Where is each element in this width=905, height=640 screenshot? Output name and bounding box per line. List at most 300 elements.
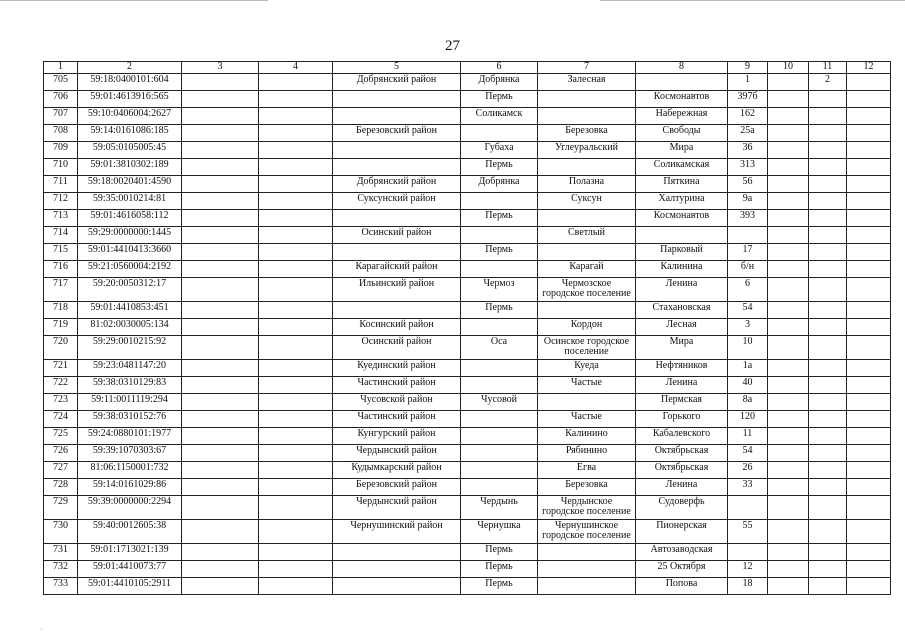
- cell-col-9: 54: [728, 445, 768, 462]
- cell-col-3: [182, 125, 259, 142]
- cell-col-10: [768, 496, 809, 520]
- cell-col-12: [847, 445, 891, 462]
- cell-col-1: 724: [44, 411, 78, 428]
- cell-col-6: Соликамск: [461, 108, 538, 125]
- cell-col-8: Октябрьская: [636, 462, 728, 479]
- cell-col-11: [809, 520, 847, 544]
- cell-col-8: Нефтяников: [636, 360, 728, 377]
- cell-col-10: [768, 561, 809, 578]
- cell-col-7: Светлый: [538, 227, 636, 244]
- column-header-2: 2: [78, 62, 182, 74]
- cell-col-7: [538, 91, 636, 108]
- cell-col-12: [847, 176, 891, 193]
- scan-speck: ·: [40, 625, 43, 634]
- cell-col-5: Куединский район: [333, 360, 461, 377]
- cell-col-12: [847, 125, 891, 142]
- table-row: [44, 445, 891, 462]
- cell-col-8: Горького: [636, 411, 728, 428]
- cell-col-2: 59:01:4410073:77: [78, 561, 182, 578]
- cell-col-3: [182, 319, 259, 336]
- cell-col-1: 731: [44, 544, 78, 561]
- cell-col-9: 36: [728, 142, 768, 159]
- cell-col-10: [768, 210, 809, 227]
- cell-col-4: [259, 394, 333, 411]
- cell-col-5: [333, 578, 461, 595]
- cell-col-4: [259, 445, 333, 462]
- cell-col-3: [182, 176, 259, 193]
- table-row: [44, 394, 891, 411]
- cell-col-5: [333, 142, 461, 159]
- cell-col-6: [461, 462, 538, 479]
- cell-col-7: [538, 394, 636, 411]
- cell-col-6: [461, 479, 538, 496]
- cell-col-12: [847, 520, 891, 544]
- cell-col-9: 6: [728, 278, 768, 302]
- cell-col-6: Пермь: [461, 544, 538, 561]
- cell-col-4: [259, 578, 333, 595]
- cell-col-11: [809, 176, 847, 193]
- cell-col-4: [259, 125, 333, 142]
- cell-col-8: Ленина: [636, 377, 728, 394]
- cell-col-11: [809, 561, 847, 578]
- cell-col-10: [768, 520, 809, 544]
- cell-col-4: [259, 377, 333, 394]
- cell-col-12: [847, 428, 891, 445]
- table-row: [44, 193, 891, 210]
- cell-col-11: [809, 278, 847, 302]
- cell-col-8: [636, 74, 728, 91]
- cell-col-6: [461, 193, 538, 210]
- cell-col-12: [847, 544, 891, 561]
- cell-col-2: 59:29:0000000:1445: [78, 227, 182, 244]
- cell-col-8: Халтурина: [636, 193, 728, 210]
- cell-col-3: [182, 496, 259, 520]
- cell-col-11: [809, 445, 847, 462]
- cell-col-2: 59:38:0310152:76: [78, 411, 182, 428]
- cell-col-2: 59:40:0012605:38: [78, 520, 182, 544]
- cell-col-6: [461, 227, 538, 244]
- table-row: [44, 496, 891, 520]
- cell-col-4: [259, 159, 333, 176]
- table-row: [44, 462, 891, 479]
- cell-col-11: [809, 210, 847, 227]
- cell-col-8: Судоверфь: [636, 496, 728, 520]
- cell-col-12: [847, 244, 891, 261]
- cell-col-11: [809, 544, 847, 561]
- cell-col-1: 710: [44, 159, 78, 176]
- cell-col-1: 729: [44, 496, 78, 520]
- cell-col-8: 25 Октября: [636, 561, 728, 578]
- cell-col-2: 59:01:1713021:139: [78, 544, 182, 561]
- cell-col-7: Рябинино: [538, 445, 636, 462]
- table-row: [44, 159, 891, 176]
- cell-col-4: [259, 176, 333, 193]
- cell-col-9: 33: [728, 479, 768, 496]
- cell-col-8: Стахановская: [636, 302, 728, 319]
- cell-col-1: 728: [44, 479, 78, 496]
- cell-col-9: 10: [728, 336, 768, 360]
- cell-col-4: [259, 462, 333, 479]
- cell-col-6: Пермь: [461, 302, 538, 319]
- cell-col-3: [182, 462, 259, 479]
- cell-col-12: [847, 74, 891, 91]
- cell-col-1: 730: [44, 520, 78, 544]
- cell-col-3: [182, 377, 259, 394]
- cell-col-10: [768, 445, 809, 462]
- cell-col-12: [847, 462, 891, 479]
- top-rule-right: [600, 0, 905, 1]
- cell-col-10: [768, 227, 809, 244]
- cell-col-4: [259, 479, 333, 496]
- cell-col-10: [768, 411, 809, 428]
- cell-col-2: 59:21:0560004:2192: [78, 261, 182, 278]
- cell-col-2: 59:01:4616058:112: [78, 210, 182, 227]
- cell-col-5: [333, 544, 461, 561]
- cell-col-10: [768, 91, 809, 108]
- cell-col-6: [461, 261, 538, 278]
- cell-col-6: Пермь: [461, 561, 538, 578]
- cell-col-5: Березовский район: [333, 479, 461, 496]
- cell-col-11: [809, 411, 847, 428]
- cell-col-5: [333, 159, 461, 176]
- cell-col-8: [636, 227, 728, 244]
- cell-col-3: [182, 336, 259, 360]
- column-header-5: 5: [333, 62, 461, 74]
- page-number: 27: [445, 38, 460, 54]
- cell-col-11: [809, 462, 847, 479]
- cell-col-5: [333, 561, 461, 578]
- cell-col-7: Егва: [538, 462, 636, 479]
- cell-col-5: Частинский район: [333, 377, 461, 394]
- table-row: [44, 278, 891, 302]
- cell-col-1: 732: [44, 561, 78, 578]
- cell-col-1: 718: [44, 302, 78, 319]
- cell-col-9: 120: [728, 411, 768, 428]
- cell-col-4: [259, 210, 333, 227]
- table-row: [44, 377, 891, 394]
- cell-col-7: Березовка: [538, 125, 636, 142]
- cell-col-9: 11: [728, 428, 768, 445]
- cell-col-6: Добрянка: [461, 74, 538, 91]
- cell-col-3: [182, 428, 259, 445]
- cell-col-12: [847, 108, 891, 125]
- cell-col-2: 59:39:1070303:67: [78, 445, 182, 462]
- cell-col-2: 59:24:0880101:1977: [78, 428, 182, 445]
- cell-col-5: Кудымкарский район: [333, 462, 461, 479]
- cell-col-4: [259, 561, 333, 578]
- cell-col-9: 25а: [728, 125, 768, 142]
- cell-col-6: Оса: [461, 336, 538, 360]
- cell-col-3: [182, 91, 259, 108]
- cell-col-7: [538, 210, 636, 227]
- cell-col-3: [182, 360, 259, 377]
- cell-col-12: [847, 496, 891, 520]
- cell-col-2: 81:02:0030005:134: [78, 319, 182, 336]
- cell-col-7: [538, 561, 636, 578]
- cell-col-7: Суксун: [538, 193, 636, 210]
- cell-col-7: [538, 159, 636, 176]
- cell-col-7: Калинино: [538, 428, 636, 445]
- cell-col-1: 722: [44, 377, 78, 394]
- cell-col-10: [768, 176, 809, 193]
- cell-col-3: [182, 210, 259, 227]
- cell-col-11: [809, 319, 847, 336]
- cell-col-5: Чусовской район: [333, 394, 461, 411]
- cell-col-8: Пяткина: [636, 176, 728, 193]
- cell-col-12: [847, 142, 891, 159]
- cell-col-3: [182, 278, 259, 302]
- table-row: [44, 336, 891, 360]
- cell-col-3: [182, 394, 259, 411]
- cell-col-4: [259, 193, 333, 210]
- cell-col-11: [809, 261, 847, 278]
- cell-col-10: [768, 142, 809, 159]
- cell-col-6: [461, 411, 538, 428]
- cell-col-6: Чердынь: [461, 496, 538, 520]
- cell-col-11: [809, 360, 847, 377]
- cell-col-1: 705: [44, 74, 78, 91]
- cell-col-1: 727: [44, 462, 78, 479]
- cell-col-10: [768, 578, 809, 595]
- cell-col-8: Космонавтов: [636, 91, 728, 108]
- cell-col-8: Лесная: [636, 319, 728, 336]
- cell-col-7: Чернушинское городское поселение: [538, 520, 636, 544]
- cell-col-5: Добрянский район: [333, 176, 461, 193]
- cell-col-8: Октябрьская: [636, 445, 728, 462]
- cell-col-2: 59:35:0010214:81: [78, 193, 182, 210]
- cell-col-7: Куеда: [538, 360, 636, 377]
- cell-col-12: [847, 479, 891, 496]
- table-row: [44, 261, 891, 278]
- cell-col-3: [182, 159, 259, 176]
- cell-col-5: Ильинский район: [333, 278, 461, 302]
- cell-col-3: [182, 578, 259, 595]
- table-row: [44, 479, 891, 496]
- cell-col-6: Пермь: [461, 91, 538, 108]
- cell-col-4: [259, 278, 333, 302]
- table-body: [44, 74, 891, 595]
- cell-col-8: Парковый: [636, 244, 728, 261]
- cell-col-5: Чердынский район: [333, 496, 461, 520]
- cell-col-11: [809, 479, 847, 496]
- cell-col-1: 725: [44, 428, 78, 445]
- cell-col-11: [809, 91, 847, 108]
- cell-col-1: 706: [44, 91, 78, 108]
- cell-col-4: [259, 74, 333, 91]
- cell-col-1: 711: [44, 176, 78, 193]
- table-row: [44, 108, 891, 125]
- cell-col-9: 162: [728, 108, 768, 125]
- cell-col-10: [768, 319, 809, 336]
- table-row: [44, 244, 891, 261]
- cell-col-7: Чердынское городское поселение: [538, 496, 636, 520]
- cell-col-7: [538, 108, 636, 125]
- table-row: [44, 142, 891, 159]
- cell-col-11: [809, 159, 847, 176]
- cell-col-9: [728, 496, 768, 520]
- cell-col-1: 716: [44, 261, 78, 278]
- cell-col-12: [847, 561, 891, 578]
- cell-col-9: 40: [728, 377, 768, 394]
- cell-col-2: 59:01:4410413:3660: [78, 244, 182, 261]
- cell-col-5: [333, 210, 461, 227]
- cell-col-8: Свободы: [636, 125, 728, 142]
- cell-col-8: Кабалевского: [636, 428, 728, 445]
- cell-col-3: [182, 411, 259, 428]
- cell-col-9: 9а: [728, 193, 768, 210]
- cell-col-8: Космонавтов: [636, 210, 728, 227]
- cell-col-1: 720: [44, 336, 78, 360]
- cell-col-12: [847, 278, 891, 302]
- table-row: [44, 520, 891, 544]
- table-row: [44, 578, 891, 595]
- cell-col-7: Кордон: [538, 319, 636, 336]
- cell-col-1: 733: [44, 578, 78, 595]
- cell-col-1: 723: [44, 394, 78, 411]
- cell-col-8: Набережная: [636, 108, 728, 125]
- registry-table: [43, 61, 891, 595]
- cell-col-9: [728, 544, 768, 561]
- cell-col-5: Осинский район: [333, 227, 461, 244]
- cell-col-9: 1а: [728, 360, 768, 377]
- cell-col-5: Карагайский район: [333, 261, 461, 278]
- cell-col-4: [259, 227, 333, 244]
- column-header-7: 7: [538, 62, 636, 74]
- column-header-4: 4: [259, 62, 333, 74]
- column-header-12: 12: [847, 62, 891, 74]
- cell-col-8: Пермская: [636, 394, 728, 411]
- cell-col-2: 59:14:0161086:185: [78, 125, 182, 142]
- cell-col-12: [847, 578, 891, 595]
- cell-col-12: [847, 394, 891, 411]
- cell-col-5: Частинский район: [333, 411, 461, 428]
- cell-col-3: [182, 74, 259, 91]
- cell-col-5: [333, 244, 461, 261]
- table-row: [44, 302, 891, 319]
- cell-col-12: [847, 302, 891, 319]
- cell-col-4: [259, 520, 333, 544]
- cell-col-2: 59:05:0105005:45: [78, 142, 182, 159]
- table-row: [44, 74, 891, 91]
- cell-col-6: Чермоз: [461, 278, 538, 302]
- cell-col-11: [809, 125, 847, 142]
- cell-col-5: Суксунский район: [333, 193, 461, 210]
- table-row: [44, 176, 891, 193]
- cell-col-3: [182, 479, 259, 496]
- cell-col-10: [768, 74, 809, 91]
- cell-col-2: 81:06:1150001:732: [78, 462, 182, 479]
- cell-col-1: 709: [44, 142, 78, 159]
- column-header-10: 10: [768, 62, 809, 74]
- cell-col-8: Автозаводская: [636, 544, 728, 561]
- cell-col-7: Углеуральский: [538, 142, 636, 159]
- cell-col-12: [847, 159, 891, 176]
- table-row: [44, 210, 891, 227]
- cell-col-9: 12: [728, 561, 768, 578]
- cell-col-4: [259, 496, 333, 520]
- cell-col-4: [259, 544, 333, 561]
- cell-col-9: 54: [728, 302, 768, 319]
- cell-col-2: 59:18:0020401:4590: [78, 176, 182, 193]
- cell-col-4: [259, 302, 333, 319]
- cell-col-9: 313: [728, 159, 768, 176]
- cell-col-6: Чернушка: [461, 520, 538, 544]
- cell-col-7: [538, 244, 636, 261]
- cell-col-10: [768, 428, 809, 445]
- cell-col-11: 2: [809, 74, 847, 91]
- cell-col-6: Чусовой: [461, 394, 538, 411]
- cell-col-10: [768, 479, 809, 496]
- cell-col-6: Пермь: [461, 210, 538, 227]
- cell-col-9: 18: [728, 578, 768, 595]
- cell-col-2: 59:39:0000000:2294: [78, 496, 182, 520]
- cell-col-8: Соликамская: [636, 159, 728, 176]
- cell-col-7: Частые: [538, 411, 636, 428]
- cell-col-10: [768, 193, 809, 210]
- cell-col-11: [809, 377, 847, 394]
- cell-col-9: 3: [728, 319, 768, 336]
- cell-col-10: [768, 159, 809, 176]
- column-header-6: 6: [461, 62, 538, 74]
- cell-col-9: 17: [728, 244, 768, 261]
- column-header-8: 8: [636, 62, 728, 74]
- cell-col-2: 59:01:4410853:451: [78, 302, 182, 319]
- cell-col-11: [809, 578, 847, 595]
- cell-col-1: 719: [44, 319, 78, 336]
- cell-col-12: [847, 210, 891, 227]
- cell-col-3: [182, 244, 259, 261]
- cell-col-6: [461, 445, 538, 462]
- top-rule-left: [0, 0, 268, 1]
- table-row: [44, 360, 891, 377]
- cell-col-8: Ленина: [636, 479, 728, 496]
- cell-col-5: Осинский район: [333, 336, 461, 360]
- cell-col-10: [768, 360, 809, 377]
- cell-col-5: Добрянский район: [333, 74, 461, 91]
- table-row: [44, 125, 891, 142]
- cell-col-8: Попова: [636, 578, 728, 595]
- cell-col-4: [259, 411, 333, 428]
- cell-col-1: 714: [44, 227, 78, 244]
- cell-col-2: 59:18:0400101:604: [78, 74, 182, 91]
- column-header-11: 11: [809, 62, 847, 74]
- cell-col-1: 708: [44, 125, 78, 142]
- cell-col-10: [768, 377, 809, 394]
- cell-col-5: [333, 302, 461, 319]
- cell-col-8: Калинина: [636, 261, 728, 278]
- cell-col-7: Полазна: [538, 176, 636, 193]
- cell-col-1: 717: [44, 278, 78, 302]
- cell-col-9: 393: [728, 210, 768, 227]
- cell-col-11: [809, 227, 847, 244]
- cell-col-2: 59:01:3810302:189: [78, 159, 182, 176]
- cell-col-12: [847, 227, 891, 244]
- cell-col-11: [809, 244, 847, 261]
- cell-col-3: [182, 261, 259, 278]
- cell-col-2: 59:01:4410105:2911: [78, 578, 182, 595]
- cell-col-4: [259, 360, 333, 377]
- cell-col-3: [182, 108, 259, 125]
- cell-col-2: 59:38:0310129:83: [78, 377, 182, 394]
- cell-col-12: [847, 91, 891, 108]
- cell-col-1: 726: [44, 445, 78, 462]
- cell-col-9: [728, 227, 768, 244]
- cell-col-7: Карагай: [538, 261, 636, 278]
- cell-col-6: [461, 428, 538, 445]
- cell-col-11: [809, 428, 847, 445]
- cell-col-8: Пионерская: [636, 520, 728, 544]
- cell-col-2: 59:14:0161029:86: [78, 479, 182, 496]
